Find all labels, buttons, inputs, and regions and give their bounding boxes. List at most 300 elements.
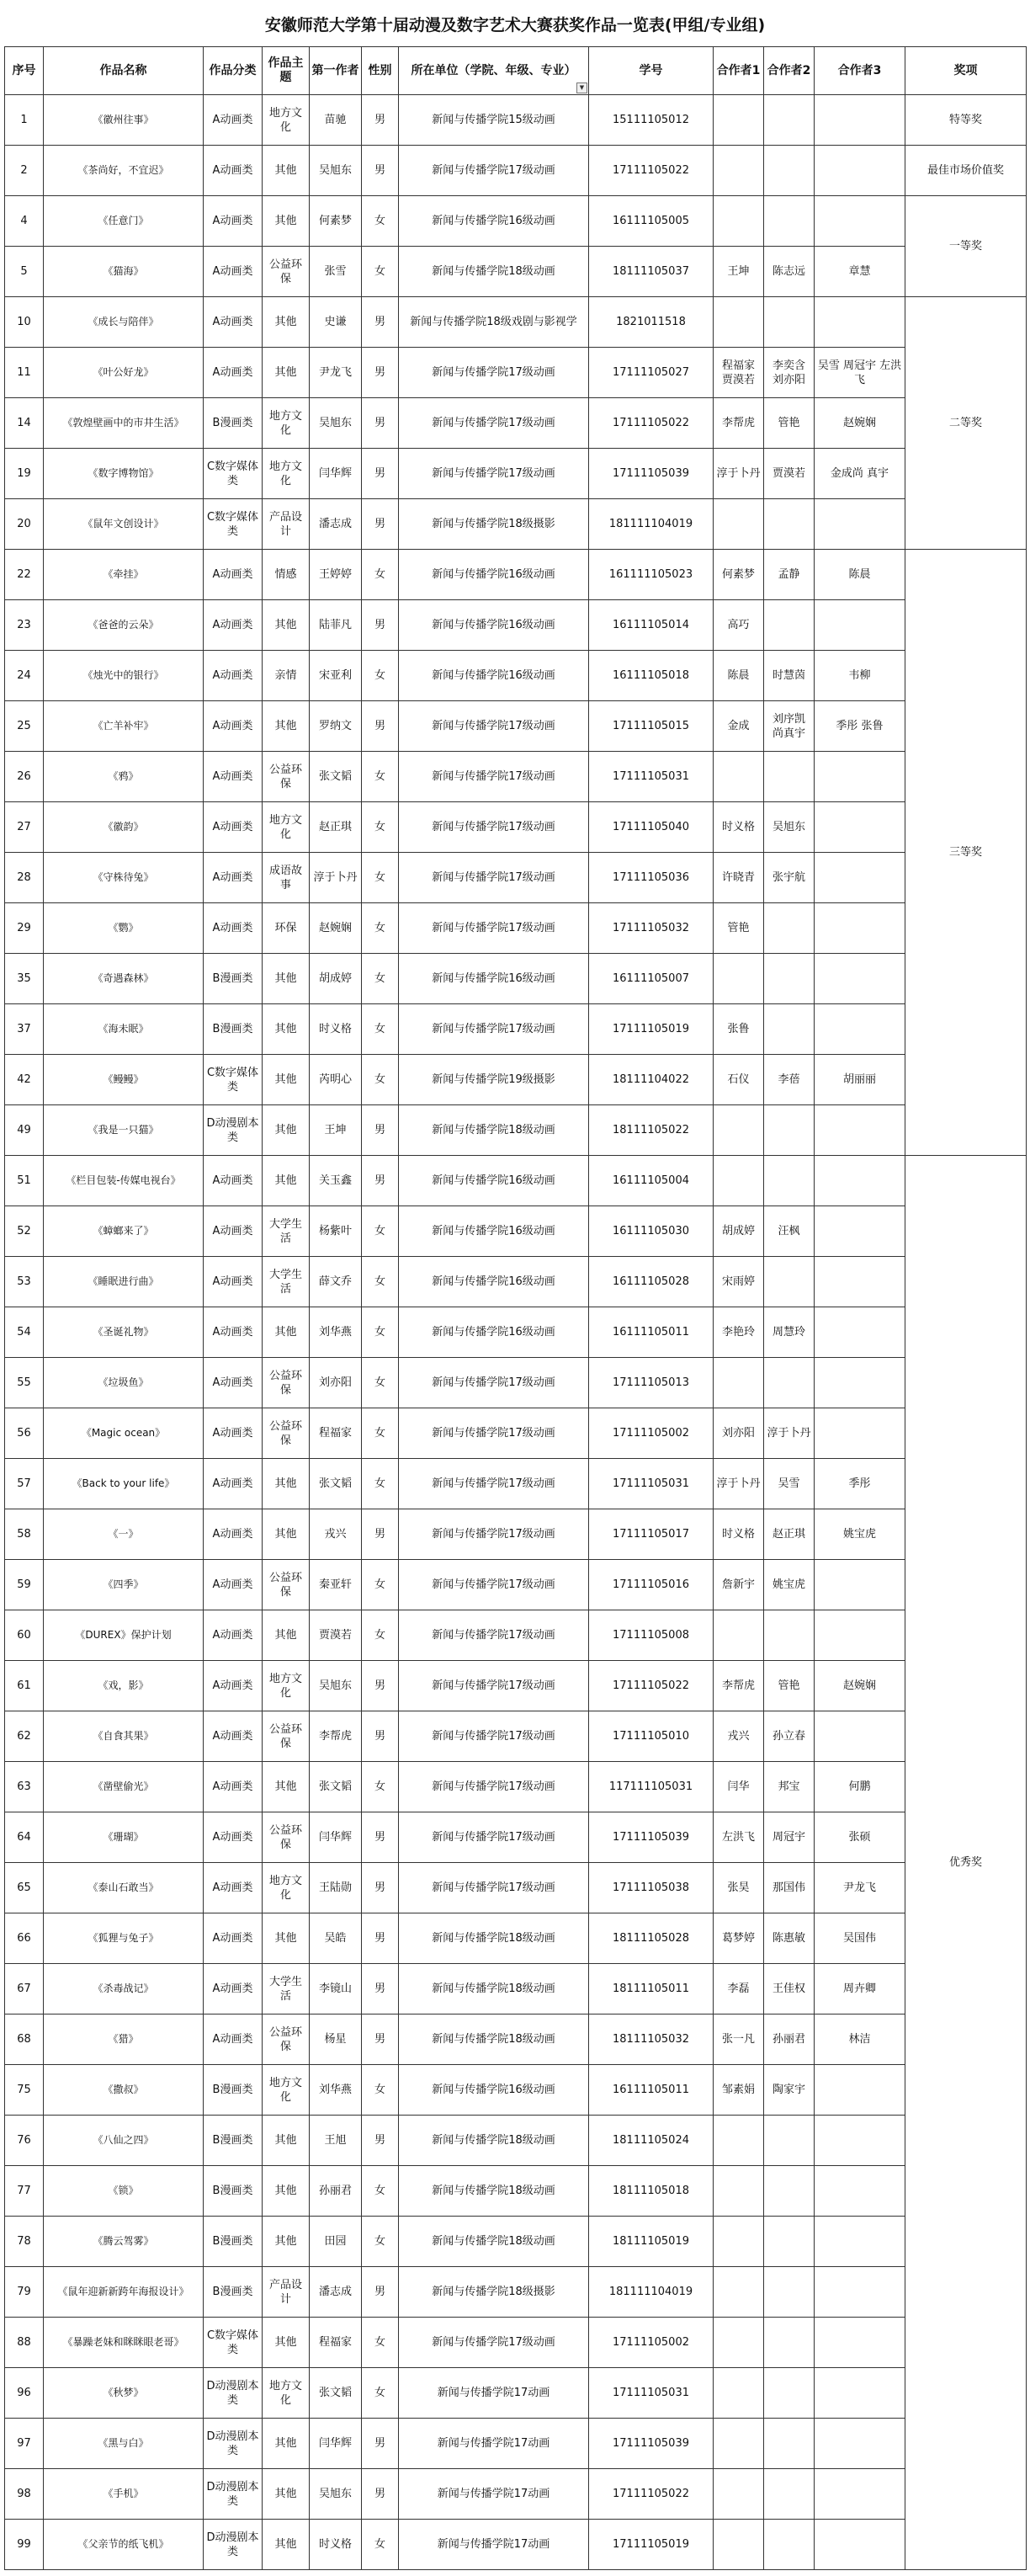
- theme-cell: 成语故事: [263, 853, 310, 903]
- student-id-cell: 16111105011: [589, 2065, 714, 2116]
- work-name-cell: 《睡眠进行曲》: [44, 1257, 204, 1307]
- student-id-cell: 117111105031: [589, 1762, 714, 1812]
- category-cell: A动画类: [204, 146, 263, 196]
- unit-cell: 新闻与传播学院17级动画: [399, 1610, 589, 1661]
- theme-cell: 地方文化: [263, 802, 310, 853]
- partner2-cell: [764, 2368, 815, 2419]
- work-name-cell: 《手机》: [44, 2469, 204, 2520]
- seq-cell: 23: [5, 600, 44, 651]
- category-cell: C数字媒体类: [204, 1055, 263, 1105]
- seq-cell: 99: [5, 2520, 44, 2570]
- seq-cell: 27: [5, 802, 44, 853]
- partner2-cell: 淳于卜丹: [764, 1408, 815, 1459]
- award-cell: 二等奖: [905, 297, 1027, 550]
- category-cell: B漫画类: [204, 2267, 263, 2318]
- student-id-cell: 16111105030: [589, 1206, 714, 1257]
- gender-cell: 女: [362, 1459, 399, 1509]
- gender-cell: 男: [362, 95, 399, 146]
- partner1-cell: 葛梦婷: [714, 1913, 764, 1964]
- gender-cell: 女: [362, 2520, 399, 2570]
- theme-cell: 环保: [263, 903, 310, 954]
- theme-cell: 公益环保: [263, 1358, 310, 1408]
- partner2-cell: 吴旭东: [764, 802, 815, 853]
- seq-cell: 53: [5, 1257, 44, 1307]
- unit-cell: 新闻与传播学院17级动画: [399, 853, 589, 903]
- partner3-cell: 张硕: [815, 1812, 905, 1863]
- col-seq-header: 序号: [5, 47, 44, 95]
- partner3-cell: [815, 954, 905, 1004]
- category-cell: A动画类: [204, 1156, 263, 1206]
- table-row: [5, 146, 1027, 196]
- partner3-cell: [815, 752, 905, 802]
- seq-cell: 35: [5, 954, 44, 1004]
- gender-cell: 女: [362, 2368, 399, 2419]
- work-name-cell: 《凿壁偷光》: [44, 1762, 204, 1812]
- student-id-cell: 17111105031: [589, 2368, 714, 2419]
- work-name-cell: 《蟑螂来了》: [44, 1206, 204, 1257]
- col-work-name-header: 作品名称: [44, 47, 204, 95]
- first-author-cell: 吴旭东: [310, 2469, 362, 2520]
- seq-cell: 28: [5, 853, 44, 903]
- unit-cell: 新闻与传播学院17级动画: [399, 2318, 589, 2368]
- work-name-cell: 《敦煌壁画中的市井生活》: [44, 398, 204, 449]
- category-cell: A动画类: [204, 600, 263, 651]
- gender-cell: 女: [362, 802, 399, 853]
- col-first-author-header: 第一作者: [310, 47, 362, 95]
- table-row: [5, 2469, 1027, 2520]
- first-author-cell: 程福家: [310, 2318, 362, 2368]
- theme-cell: 大学生活: [263, 1964, 310, 2014]
- work-name-cell: 《八仙之四》: [44, 2116, 204, 2166]
- student-id-cell: 17111105017: [589, 1509, 714, 1560]
- partner3-cell: [815, 1711, 905, 1762]
- theme-cell: 其他: [263, 1610, 310, 1661]
- seq-cell: 58: [5, 1509, 44, 1560]
- gender-cell: 女: [362, 1408, 399, 1459]
- theme-cell: 其他: [263, 1913, 310, 1964]
- table-row: [5, 954, 1027, 1004]
- unit-cell: 新闻与传播学院17动画: [399, 2368, 589, 2419]
- partner1-cell: [714, 297, 764, 348]
- partner2-cell: [764, 499, 815, 550]
- table-row: [5, 449, 1027, 499]
- student-id-cell: 17111105010: [589, 1711, 714, 1762]
- category-cell: A动画类: [204, 853, 263, 903]
- partner1-cell: 宋雨婷: [714, 1257, 764, 1307]
- theme-cell: 地方文化: [263, 1661, 310, 1711]
- seq-cell: 24: [5, 651, 44, 701]
- first-author-cell: 刘亦阳: [310, 1358, 362, 1408]
- seq-cell: 11: [5, 348, 44, 398]
- table-body: [5, 95, 1027, 2570]
- partner3-cell: [815, 297, 905, 348]
- partner2-cell: [764, 1156, 815, 1206]
- seq-cell: 63: [5, 1762, 44, 1812]
- partner1-cell: 程福家 贾漠若: [714, 348, 764, 398]
- partner3-cell: [815, 95, 905, 146]
- student-id-cell: 17111105039: [589, 449, 714, 499]
- unit-cell: 新闻与传播学院17级动画: [399, 1863, 589, 1913]
- theme-cell: 公益环保: [263, 1812, 310, 1863]
- student-id-cell: 18111105024: [589, 2116, 714, 2166]
- partner1-cell: [714, 2116, 764, 2166]
- unit-cell: 新闻与传播学院18级摄影: [399, 2267, 589, 2318]
- work-name-cell: 《垃圾鱼》: [44, 1358, 204, 1408]
- gender-cell: 男: [362, 1964, 399, 2014]
- theme-cell: 地方文化: [263, 2368, 310, 2419]
- work-name-cell: 《珊瑚》: [44, 1812, 204, 1863]
- partner3-cell: [815, 2419, 905, 2469]
- seq-cell: 54: [5, 1307, 44, 1358]
- unit-cell: 新闻与传播学院18级动画: [399, 2014, 589, 2065]
- unit-cell: 新闻与传播学院16级动画: [399, 550, 589, 600]
- unit-cell: 新闻与传播学院17级动画: [399, 802, 589, 853]
- gender-cell: 男: [362, 701, 399, 752]
- table-row: [5, 1964, 1027, 2014]
- seq-cell: 26: [5, 752, 44, 802]
- partner3-cell: [815, 1105, 905, 1156]
- theme-cell: 其他: [263, 1156, 310, 1206]
- partner3-cell: 季彤 张鲁: [815, 701, 905, 752]
- partner3-cell: 周卉卿: [815, 1964, 905, 2014]
- student-id-cell: 18111105022: [589, 1105, 714, 1156]
- theme-cell: 其他: [263, 2520, 310, 2570]
- gender-cell: 女: [362, 247, 399, 297]
- work-name-cell: 《秋梦》: [44, 2368, 204, 2419]
- table-header-row: [5, 47, 1027, 95]
- student-id-cell: 17111105013: [589, 1358, 714, 1408]
- first-author-cell: 孙丽君: [310, 2166, 362, 2217]
- partner3-cell: [815, 802, 905, 853]
- theme-cell: 其他: [263, 348, 310, 398]
- partner3-cell: 尹龙飞: [815, 1863, 905, 1913]
- filter-dropdown-icon[interactable]: ▼: [576, 82, 587, 93]
- seq-cell: 75: [5, 2065, 44, 2116]
- student-id-cell: 18111105019: [589, 2217, 714, 2267]
- table-row: [5, 2419, 1027, 2469]
- first-author-cell: 史谦: [310, 297, 362, 348]
- theme-cell: 其他: [263, 2318, 310, 2368]
- unit-cell: 新闻与传播学院16级动画: [399, 1307, 589, 1358]
- partner2-cell: 陈志远: [764, 247, 815, 297]
- first-author-cell: 李帮虎: [310, 1711, 362, 1762]
- seq-cell: 88: [5, 2318, 44, 2368]
- partner2-cell: 管艳: [764, 398, 815, 449]
- unit-cell: 新闻与传播学院17级动画: [399, 1812, 589, 1863]
- partner1-cell: 张昊: [714, 1863, 764, 1913]
- partner1-cell: 高巧: [714, 600, 764, 651]
- partner1-cell: 刘亦阳: [714, 1408, 764, 1459]
- seq-cell: 56: [5, 1408, 44, 1459]
- partner1-cell: 管艳: [714, 903, 764, 954]
- seq-cell: 77: [5, 2166, 44, 2217]
- unit-cell: 新闻与传播学院16级动画: [399, 1257, 589, 1307]
- theme-cell: 其他: [263, 600, 310, 651]
- unit-cell: 新闻与传播学院17级动画: [399, 903, 589, 954]
- work-name-cell: 《戏，影》: [44, 1661, 204, 1711]
- student-id-cell: 17111105032: [589, 903, 714, 954]
- gender-cell: 男: [362, 1812, 399, 1863]
- partner3-cell: 金成尚 真宇: [815, 449, 905, 499]
- gender-cell: 男: [362, 348, 399, 398]
- seq-cell: 76: [5, 2116, 44, 2166]
- partner2-cell: 吴雪: [764, 1459, 815, 1509]
- gender-cell: 女: [362, 1560, 399, 1610]
- table-row: [5, 2368, 1027, 2419]
- unit-cell: 新闻与传播学院17级动画: [399, 348, 589, 398]
- seq-cell: 64: [5, 1812, 44, 1863]
- unit-cell: 新闻与传播学院18级摄影: [399, 499, 589, 550]
- table-row: [5, 1105, 1027, 1156]
- student-id-cell: 17111105040: [589, 802, 714, 853]
- seq-cell: 59: [5, 1560, 44, 1610]
- col-partner3-header: 合作者3: [815, 47, 905, 95]
- partner2-cell: [764, 1358, 815, 1408]
- category-cell: A动画类: [204, 1206, 263, 1257]
- student-id-cell: 17111105038: [589, 1863, 714, 1913]
- seq-cell: 42: [5, 1055, 44, 1105]
- gender-cell: 男: [362, 1913, 399, 1964]
- partner3-cell: 胡丽丽: [815, 1055, 905, 1105]
- category-cell: A动画类: [204, 1509, 263, 1560]
- partner2-cell: [764, 903, 815, 954]
- first-author-cell: 闫华辉: [310, 1812, 362, 1863]
- student-id-cell: 16111105007: [589, 954, 714, 1004]
- theme-cell: 地方文化: [263, 95, 310, 146]
- unit-cell: 新闻与传播学院18级动画: [399, 2166, 589, 2217]
- category-cell: A动画类: [204, 196, 263, 247]
- partner2-cell: 陈惠敏: [764, 1913, 815, 1964]
- first-author-cell: 闫华辉: [310, 449, 362, 499]
- partner1-cell: 李艳玲: [714, 1307, 764, 1358]
- gender-cell: 女: [362, 2217, 399, 2267]
- first-author-cell: 赵正琪: [310, 802, 362, 853]
- partner2-cell: [764, 752, 815, 802]
- partner2-cell: [764, 1105, 815, 1156]
- work-name-cell: 《守株待兔》: [44, 853, 204, 903]
- first-author-cell: 王旭: [310, 2116, 362, 2166]
- partner2-cell: [764, 146, 815, 196]
- first-author-cell: 张雪: [310, 247, 362, 297]
- work-name-cell: 《鼠年迎新新跨年海报设计》: [44, 2267, 204, 2318]
- first-author-cell: 淳于卜丹: [310, 853, 362, 903]
- work-name-cell: 《DUREX》保护计划: [44, 1610, 204, 1661]
- partner3-cell: 陈晨: [815, 550, 905, 600]
- category-cell: C数字媒体类: [204, 2318, 263, 2368]
- student-id-cell: 17111105008: [589, 1610, 714, 1661]
- seq-cell: 62: [5, 1711, 44, 1762]
- student-id-cell: 16111105014: [589, 600, 714, 651]
- gender-cell: 女: [362, 2318, 399, 2368]
- partner2-cell: [764, 1004, 815, 1055]
- first-author-cell: 王坤: [310, 1105, 362, 1156]
- theme-cell: 地方文化: [263, 2065, 310, 2116]
- seq-cell: 20: [5, 499, 44, 550]
- category-cell: D动漫剧本类: [204, 2419, 263, 2469]
- partner2-cell: 那国伟: [764, 1863, 815, 1913]
- work-name-cell: 《亡羊补牢》: [44, 701, 204, 752]
- first-author-cell: 吴旭东: [310, 146, 362, 196]
- work-name-cell: 《奇遇森林》: [44, 954, 204, 1004]
- gender-cell: 男: [362, 600, 399, 651]
- gender-cell: 女: [362, 1206, 399, 1257]
- partner3-cell: [815, 2318, 905, 2368]
- partner1-cell: 张鲁: [714, 1004, 764, 1055]
- partner2-cell: [764, 600, 815, 651]
- first-author-cell: 薛文乔: [310, 1257, 362, 1307]
- table-row: [5, 1055, 1027, 1105]
- gender-cell: 女: [362, 1004, 399, 1055]
- table-row: [5, 1509, 1027, 1560]
- work-name-cell: 《成长与陪伴》: [44, 297, 204, 348]
- partner3-cell: [815, 903, 905, 954]
- first-author-cell: 张文韬: [310, 1762, 362, 1812]
- seq-cell: 14: [5, 398, 44, 449]
- student-id-cell: 17111105022: [589, 398, 714, 449]
- category-cell: A动画类: [204, 2014, 263, 2065]
- col-theme-header: 作品主题: [263, 47, 310, 95]
- partner3-cell: 韦柳: [815, 651, 905, 701]
- category-cell: B漫画类: [204, 954, 263, 1004]
- student-id-cell: 17111105022: [589, 146, 714, 196]
- partner1-cell: 左洪飞: [714, 1812, 764, 1863]
- table-row: [5, 398, 1027, 449]
- first-author-cell: 杨紫叶: [310, 1206, 362, 1257]
- partner3-cell: [815, 2217, 905, 2267]
- gender-cell: 女: [362, 1358, 399, 1408]
- student-id-cell: 16111105018: [589, 651, 714, 701]
- award-cell: 特等奖: [905, 95, 1027, 146]
- partner2-cell: 周慧玲: [764, 1307, 815, 1358]
- category-cell: B漫画类: [204, 2065, 263, 2116]
- partner2-cell: [764, 2469, 815, 2520]
- unit-cell: 新闻与传播学院18级动画: [399, 2217, 589, 2267]
- partner2-cell: 李蓓: [764, 1055, 815, 1105]
- partner1-cell: 陈晨: [714, 651, 764, 701]
- partner1-cell: [714, 499, 764, 550]
- category-cell: D动漫剧本类: [204, 2520, 263, 2570]
- award-list-sheet: [4, 4, 1026, 2570]
- unit-cell: 新闻与传播学院17级动画: [399, 752, 589, 802]
- table-row: [5, 1408, 1027, 1459]
- table-row: [5, 1307, 1027, 1358]
- category-cell: B漫画类: [204, 398, 263, 449]
- unit-cell: 新闻与传播学院19级摄影: [399, 1055, 589, 1105]
- unit-cell: 新闻与传播学院17级动画: [399, 1762, 589, 1812]
- gender-cell: 女: [362, 954, 399, 1004]
- partner1-cell: [714, 2368, 764, 2419]
- unit-cell: 新闻与传播学院18级动画: [399, 2116, 589, 2166]
- partner2-cell: 周冠宇: [764, 1812, 815, 1863]
- partner3-cell: [815, 2520, 905, 2570]
- student-id-cell: 17111105016: [589, 1560, 714, 1610]
- category-cell: A动画类: [204, 1913, 263, 1964]
- table-row: [5, 2217, 1027, 2267]
- first-author-cell: 贾漠若: [310, 1610, 362, 1661]
- partner2-cell: [764, 2116, 815, 2166]
- work-name-cell: 《海未眠》: [44, 1004, 204, 1055]
- work-name-cell: 《我是一只猫》: [44, 1105, 204, 1156]
- category-cell: A动画类: [204, 802, 263, 853]
- partner2-cell: [764, 2267, 815, 2318]
- student-id-cell: 17111105039: [589, 1812, 714, 1863]
- unit-cell: 新闻与传播学院17级动画: [399, 1661, 589, 1711]
- work-name-cell: 《四季》: [44, 1560, 204, 1610]
- first-author-cell: 王婷婷: [310, 550, 362, 600]
- seq-cell: 29: [5, 903, 44, 954]
- partner2-cell: 贾漠若: [764, 449, 815, 499]
- seq-cell: 55: [5, 1358, 44, 1408]
- partner2-cell: 管艳: [764, 1661, 815, 1711]
- student-id-cell: 17111105027: [589, 348, 714, 398]
- unit-cell: 新闻与传播学院18级动画: [399, 247, 589, 297]
- gender-cell: 女: [362, 1762, 399, 1812]
- gender-cell: 男: [362, 2116, 399, 2166]
- partner2-cell: [764, 954, 815, 1004]
- gender-cell: 男: [362, 297, 399, 348]
- partner1-cell: [714, 1105, 764, 1156]
- theme-cell: 其他: [263, 1762, 310, 1812]
- student-id-cell: 17111105002: [589, 1408, 714, 1459]
- partner3-cell: [815, 2166, 905, 2217]
- seq-cell: 25: [5, 701, 44, 752]
- partner3-cell: 章慧: [815, 247, 905, 297]
- category-cell: D动漫剧本类: [204, 2469, 263, 2520]
- award-table: [4, 46, 1027, 2570]
- partner2-cell: [764, 2419, 815, 2469]
- partner1-cell: 王坤: [714, 247, 764, 297]
- partner1-cell: 张一凡: [714, 2014, 764, 2065]
- first-author-cell: 胡成婷: [310, 954, 362, 1004]
- col-category-header: 作品分类: [204, 47, 263, 95]
- partner3-cell: [815, 2469, 905, 2520]
- category-cell: A动画类: [204, 1358, 263, 1408]
- partner3-cell: [815, 853, 905, 903]
- first-author-cell: 戎兴: [310, 1509, 362, 1560]
- partner1-cell: 金成: [714, 701, 764, 752]
- partner3-cell: [815, 1156, 905, 1206]
- gender-cell: 男: [362, 2469, 399, 2520]
- partner1-cell: [714, 1358, 764, 1408]
- table-row: [5, 2520, 1027, 2570]
- first-author-cell: 王陆勋: [310, 1863, 362, 1913]
- work-name-cell: 《鳗鳗》: [44, 1055, 204, 1105]
- partner2-cell: [764, 2520, 815, 2570]
- unit-cell: 新闻与传播学院17动画: [399, 2419, 589, 2469]
- table-row: [5, 2116, 1027, 2166]
- student-id-cell: 17111105015: [589, 701, 714, 752]
- seq-cell: 60: [5, 1610, 44, 1661]
- theme-cell: 产品设计: [263, 2267, 310, 2318]
- theme-cell: 大学生活: [263, 1257, 310, 1307]
- work-name-cell: 《泰山石敢当》: [44, 1863, 204, 1913]
- partner3-cell: [815, 146, 905, 196]
- partner3-cell: [815, 1307, 905, 1358]
- gender-cell: 男: [362, 2419, 399, 2469]
- work-name-cell: 《猎》: [44, 2014, 204, 2065]
- partner3-cell: [815, 2368, 905, 2419]
- partner3-cell: 吴国伟: [815, 1913, 905, 1964]
- first-author-cell: 杨星: [310, 2014, 362, 2065]
- seq-cell: 79: [5, 2267, 44, 2318]
- theme-cell: 公益环保: [263, 247, 310, 297]
- student-id-cell: 16111105005: [589, 196, 714, 247]
- gender-cell: 女: [362, 2166, 399, 2217]
- partner3-cell: [815, 1560, 905, 1610]
- partner3-cell: 何鹏: [815, 1762, 905, 1812]
- first-author-cell: 秦亚轩: [310, 1560, 362, 1610]
- first-author-cell: 闫华辉: [310, 2419, 362, 2469]
